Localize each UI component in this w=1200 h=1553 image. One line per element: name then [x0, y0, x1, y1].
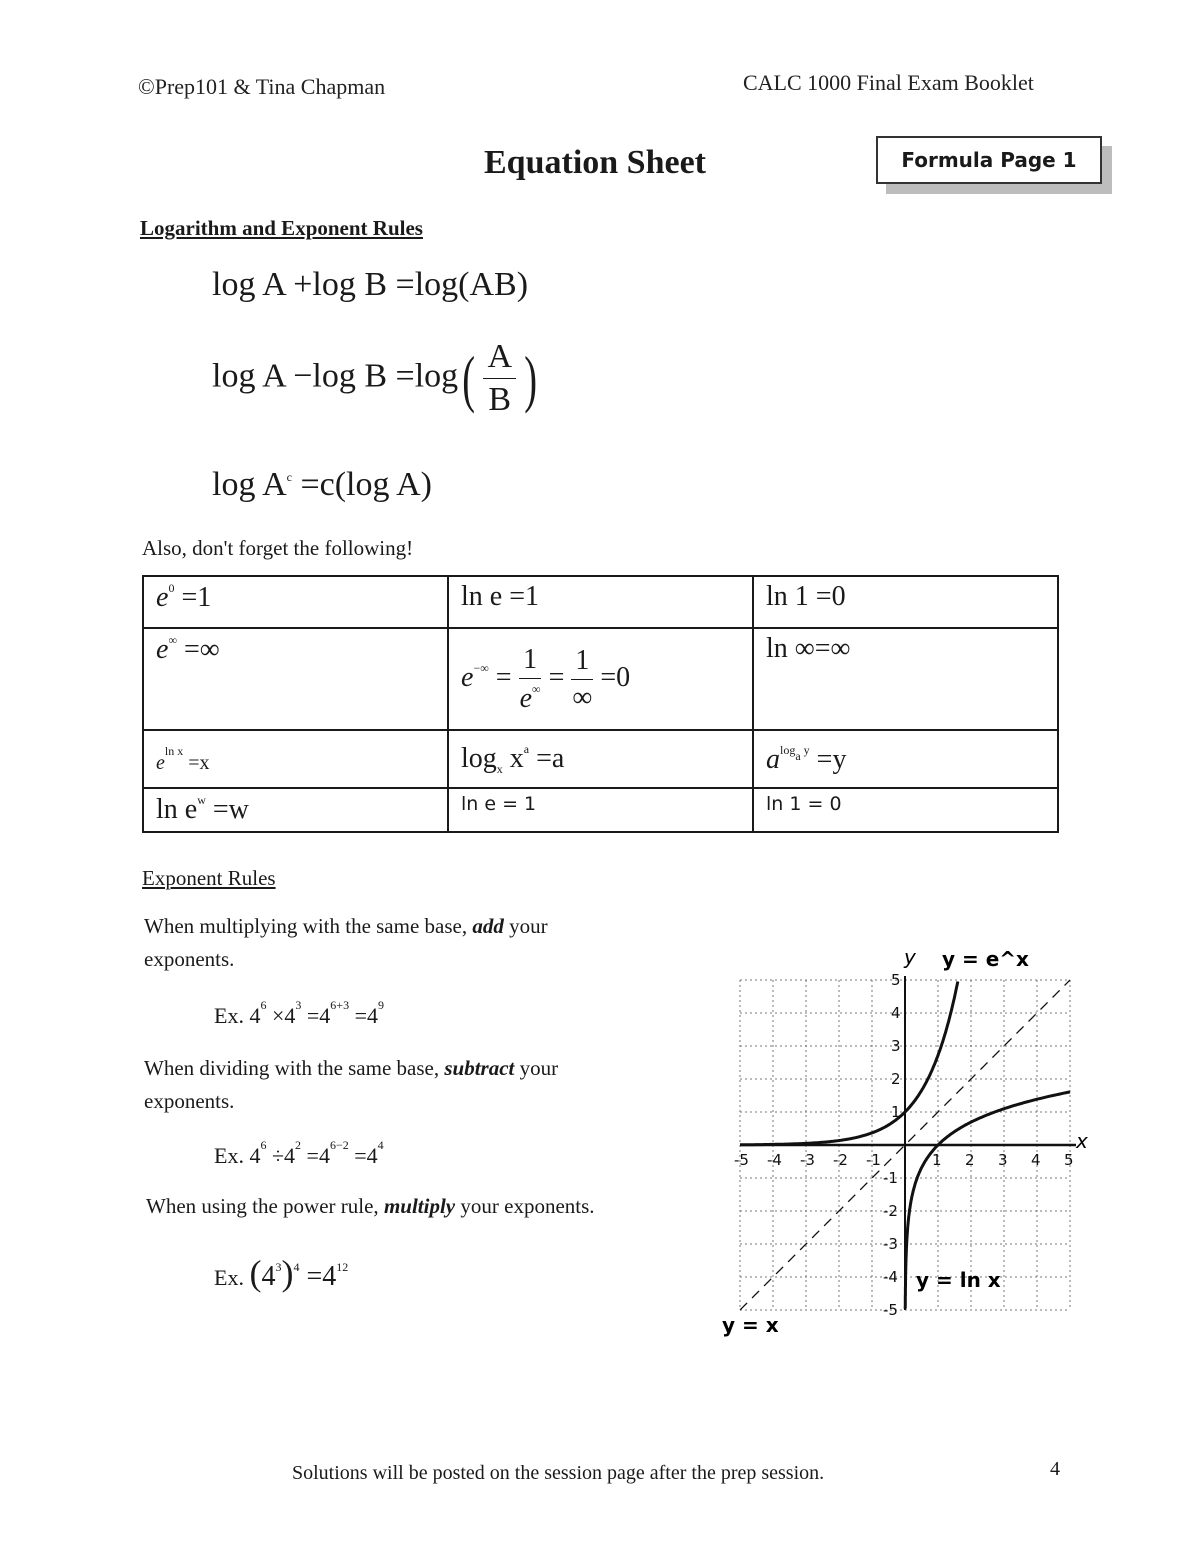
- y-tick-label: 1: [891, 1103, 901, 1121]
- log-rule-quotient-lhs: log A −log B =log: [212, 357, 459, 395]
- log-rule-product-lhs: log A +log B =: [212, 266, 415, 303]
- exp-curve-label: y = e^x: [942, 947, 1029, 971]
- y-tick-label: 2: [891, 1070, 901, 1088]
- function-graph: [700, 940, 1100, 1340]
- subtract-rule-text: When dividing with the same base, subtract your exponents.: [144, 1056, 559, 1113]
- x-tick-label: -3: [800, 1151, 815, 1169]
- table-cell: ln ∞=∞: [753, 628, 1058, 730]
- subtract-rule-example: Ex. $4^6 \div 4^2 =4^{6-2} =4^4$: [214, 1138, 384, 1168]
- table-cell: $\ln e^w =w$: [143, 788, 448, 832]
- page-number: 4: [1050, 1458, 1060, 1480]
- x-tick-label: 1: [932, 1151, 942, 1169]
- log-rule-power: $\log A^c =c(\log$ A): [212, 466, 432, 503]
- ln-curve-label: y = ln x: [916, 1268, 1001, 1292]
- table-cell: ln e = 1: [448, 788, 753, 832]
- x-tick-label: -4: [767, 1151, 782, 1169]
- identity-line-label: y = x: [722, 1313, 779, 1337]
- y-tick-label: -3: [883, 1235, 898, 1253]
- y-tick-label: -5: [883, 1301, 898, 1319]
- log-rules-heading: Logarithm and Exponent Rules: [140, 216, 423, 240]
- table-cell: $e^0 =1$: [143, 576, 448, 628]
- axis-y-label: y: [904, 945, 916, 969]
- table-row: [143, 628, 1058, 730]
- y-tick-label: 5: [891, 971, 901, 989]
- table-cell: $a^{log_a y} =y$: [753, 730, 1058, 788]
- header-right: CALC 1000 Final Exam Booklet: [743, 70, 1034, 95]
- identities-table: [142, 575, 1059, 833]
- log-rule-product-rhs: log(AB): [414, 266, 529, 303]
- y-tick-label: -1: [883, 1169, 898, 1187]
- table-row: [143, 576, 1058, 628]
- y-tick-label: 4: [891, 1004, 901, 1022]
- x-tick-label: -5: [734, 1151, 749, 1169]
- log-rule-quotient-fraction: $\frac{A}{B}$: [483, 340, 516, 417]
- x-tick-label: -2: [833, 1151, 848, 1169]
- power-rule-text: When using the power rule, multiply your exponents.: [146, 1194, 595, 1218]
- table-cell: ln 1 = 0: [753, 788, 1058, 832]
- exponent-rules-heading: Exponent Rules: [142, 866, 276, 890]
- y-tick-label: -4: [883, 1268, 898, 1286]
- formula-page-badge: Formula Page 1: [876, 136, 1102, 184]
- x-tick-label: 4: [1031, 1151, 1041, 1169]
- footer-note: Solutions will be posted on the session page after the prep session.: [292, 1462, 825, 1484]
- header-left: ©Prep101 & Tina Chapman: [138, 74, 386, 99]
- table-row: [143, 730, 1058, 788]
- table-row: [143, 788, 1058, 832]
- page-title: Equation Sheet: [484, 144, 706, 181]
- x-tick-label: 3: [998, 1151, 1008, 1169]
- table-cell: ln e =1: [448, 576, 753, 628]
- x-tick-label: -1: [866, 1151, 881, 1169]
- x-tick-label: 5: [1064, 1151, 1074, 1169]
- also-note: Also, don't forget the following!: [142, 536, 414, 560]
- table-cell: $\log_x x^a =a$: [448, 730, 753, 788]
- log-rule-product: [212, 266, 528, 304]
- add-rule-text: When multiplying with the same base, add your exponents.: [144, 914, 548, 971]
- axis-x-label: x: [1076, 1129, 1088, 1153]
- y-tick-label: -2: [883, 1202, 898, 1220]
- table-cell: e∞ =∞: [143, 628, 448, 730]
- table-cell: $e^{ln x} =x$: [143, 730, 448, 788]
- x-tick-label: 2: [965, 1151, 975, 1169]
- log-rule-quotient: log A −log B =log( $\frac{A}{B}$ ): [212, 338, 538, 418]
- power-rule-example: Ex. $(4^3)^4 =4^{12}$: [214, 1253, 349, 1293]
- y-tick-label: 3: [891, 1037, 901, 1055]
- table-cell: e−∞ = $\frac{1}{e^\infty}$ = $\frac{1}{\infty}$ =0: [448, 628, 753, 730]
- table-cell: ln 1 =0: [753, 576, 1058, 628]
- add-rule-example: Ex. $4^6 \times 4^3 =4^{6+3} =4^9$: [214, 998, 384, 1028]
